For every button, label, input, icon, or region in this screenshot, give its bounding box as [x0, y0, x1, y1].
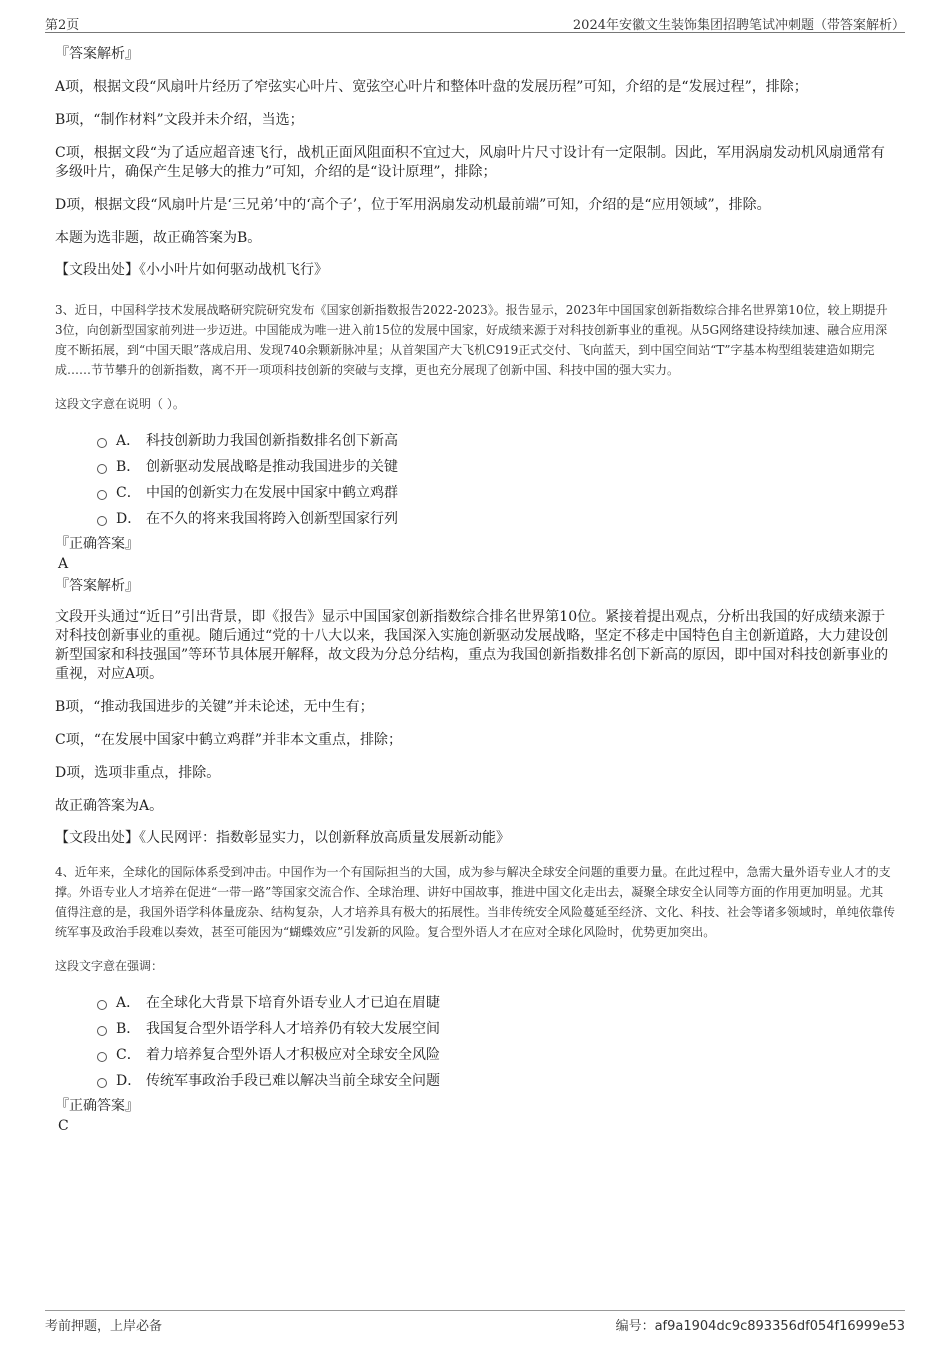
correct-answer: A — [58, 556, 69, 572]
analysis-line-c: C项，“在发展中国家中鹤立鸡群”并非本文重点，排除； — [55, 732, 403, 748]
option-list — [55, 990, 895, 1094]
source-citation: 【文段出处】《人民网评：指数彰显实力，以创新释放高质量发展新动能》 — [55, 830, 510, 846]
option-d[interactable]: D． 传统军事政治手段已难以解决当前全球安全问题 — [97, 1068, 895, 1094]
question-prompt: 这段文字意在强调： — [55, 959, 164, 973]
question-prompt: 这段文字意在说明（ ）。 — [55, 397, 185, 411]
analysis-conclusion: 故正确答案为A。 — [55, 798, 164, 814]
correct-answer-label: 『正确答案』 — [55, 1098, 139, 1114]
page-header — [45, 10, 905, 33]
option-list — [55, 428, 895, 532]
analysis-line-d: D项，选项非重点，排除。 — [55, 765, 221, 781]
analysis-line-d: D项，根据文段“风扇叶片是‘三兄弟’中的‘高个子’，位于军用涡扇发动机最前端”可知，介绍的是“应用领域”，排除。 — [55, 197, 771, 213]
option-a[interactable]: A． 科技创新助力我国创新指数排名创下新高 — [97, 428, 895, 454]
option-d[interactable]: D． 在不久的将来我国将跨入创新型国家行列 — [97, 506, 895, 532]
document-code: 编号：af9a1904dc9c893356df054f16999e53 — [615, 1319, 905, 1334]
option-c[interactable]: C． 着力培养复合型外语人才积极应对全球安全风险 — [97, 1042, 895, 1068]
radio-icon[interactable] — [97, 490, 107, 500]
radio-icon[interactable] — [97, 516, 107, 526]
code-value: af9a1904dc9c893356df054f16999e53 — [654, 1319, 905, 1334]
footer-slogan: 考前押题，上岸必备 — [45, 1319, 163, 1334]
analysis-label: 『答案解析』 — [55, 46, 139, 62]
source-citation: 【文段出处】《小小叶片如何驱动战机飞行》 — [55, 262, 328, 278]
analysis-line-a: A项，根据文段“风扇叶片经历了窄弦实心叶片、宽弦空心叶片和整体叶盘的发展历程”可知，介绍的是“发展过程”，排除； — [55, 79, 808, 95]
radio-icon[interactable] — [97, 464, 107, 474]
question-stem: 4、近年来，全球化的国际体系受到冲击。中国作为一个有国际担当的大国，成为参与解决全球安全问题的重要力量。在此过程中，急需大量外语专业人才的支撑。外语专业人才培养在促进“一带一路”等国家交流合作、全球治理、讲好中国故事，推进中国文化走出去，凝聚全球安全认同等方面的作用更加明显。尤其值得注意的是，我国外语学科体量庞杂、结构复杂，人才培养具有极大的拓展性。当非传统安全风险蔓延至经济、文化、科技、社会等诸多领域时，单纯依靠传统军事及政治手段难以奏效，甚至可能因为“蝴蝶效应”引发新的风险。复合型外语人才在应对全球化风险时，优势更加突出。 — [55, 865, 896, 939]
option-b[interactable]: B． 创新驱动发展战略是推动我国进步的关键 — [97, 454, 895, 480]
page-content — [55, 44, 895, 1136]
correct-answer: C — [58, 1118, 69, 1134]
question-stem: 3、近日，中国科学技术发展战略研究院研究发布《国家创新指数报告2022-2023》。报告显示，2023年中国国家创新指数综合排名世界第10位，较上期提升3位，向创新型国家前列进一步迈进。中国能成为唯一进入前15位的发展中国家，好成绩来源于对科技创新事业的重视。从5G网络建设持续加速、融合应用深度不断拓展，到“中国天眼”落成启用、发现740余颗新脉冲星；从首架国产大飞机C919正式交付、飞向蓝天，到中国空间站“T”字基本构型组装建造如期完成……节节攀升的创新指数，离不开一项项科技创新的突破与支撑，更也充分展现了创新中国、科技中国的强大实力。 — [55, 303, 888, 377]
option-c[interactable]: C． 中国的创新实力在发展中国家中鹤立鸡群 — [97, 480, 895, 506]
option-b[interactable]: B． 我国复合型外语学科人才培养仍有较大发展空间 — [97, 1016, 895, 1042]
analysis-line-b: B项，“制作材料”文段并未介绍，当选； — [55, 112, 304, 128]
correct-answer-label: 『正确答案』 — [55, 536, 139, 552]
analysis-paragraph: 文段开头通过“近日”引出背景，即《报告》显示中国国家创新指数综合排名世界第10位。紧接着提出观点，分析出我国的好成绩来源于对科技创新事业的重视。随后通过“党的十八大以来，我国深入实施创新驱动发展战略，坚定不移走中国特色自主创新道路，大力建设创新型国家和科技强国”等环节具体展开解释，故文段为分总分结构，重点为我国创新指数排名创下新高的原因，即中国对科技创新事业的重视，对应A项。 — [55, 609, 889, 682]
analysis-line-c: C项，根据文段“为了适应超音速飞行，战机正面风阻面积不宜过大，风扇叶片尺寸设计有一定限制。因此，军用涡扇发动机风扇通常有多级叶片，确保产生足够大的推力”可知，介绍的是“设计原理”，排除； — [55, 145, 885, 180]
radio-icon[interactable] — [97, 438, 107, 448]
option-a[interactable]: A． 在全球化大背景下培育外语专业人才已迫在眉睫 — [97, 990, 895, 1016]
radio-icon[interactable] — [97, 1026, 107, 1036]
document-title: 2024年安徽文生装饰集团招聘笔试冲刺题（带答案解析） — [572, 18, 905, 33]
analysis-line-b: B项，“推动我国进步的关键”并未论述，无中生有； — [55, 699, 374, 715]
page-footer — [45, 1310, 905, 1335]
radio-icon[interactable] — [97, 1078, 107, 1088]
radio-icon[interactable] — [97, 1000, 107, 1010]
analysis-conclusion: 本题为选非题，故正确答案为B。 — [55, 230, 262, 246]
page-number: 第2页 — [45, 18, 80, 33]
analysis-label: 『答案解析』 — [55, 578, 139, 594]
radio-icon[interactable] — [97, 1052, 107, 1062]
